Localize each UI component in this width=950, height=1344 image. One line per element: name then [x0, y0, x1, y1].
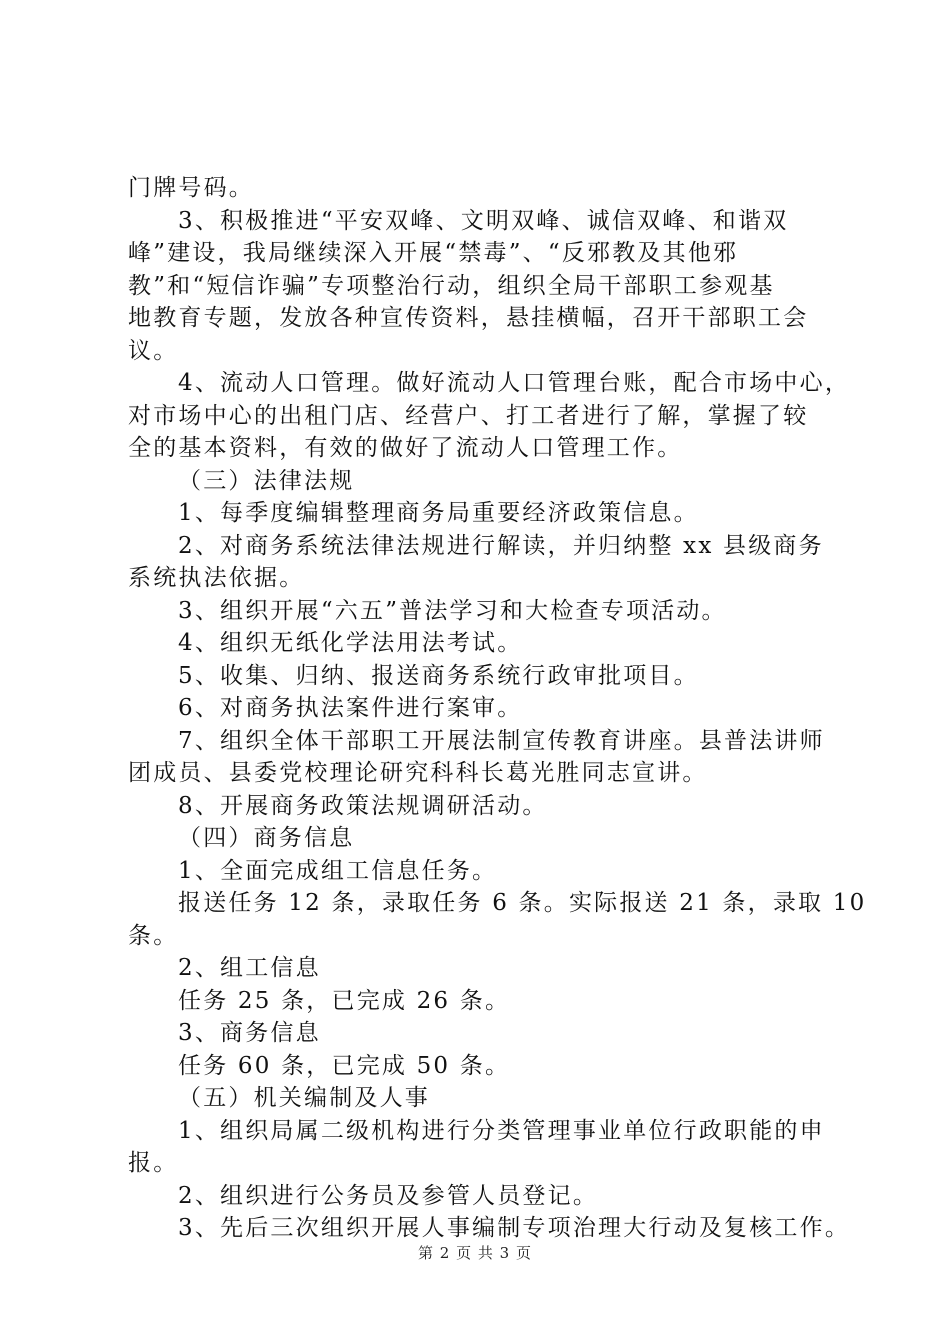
text-line: 5、收集、归纳、报送商务系统行政审批项目。: [178, 662, 699, 689]
text-line: 报送任务 12 条，录取任务 6 条。实际报送 21 条，录取 10: [178, 890, 867, 916]
text-line: 团成员、县委党校理论研究科科长葛光胜同志宣讲。: [128, 760, 708, 786]
page-number-footer: 第 2 页 共 3 页: [418, 1244, 532, 1262]
text-line: 峰”建设，我局继续深入开展“禁毒”、“反邪教及其他邪: [128, 240, 739, 266]
text-line: 1、全面完成组工信息任务。: [178, 857, 498, 884]
text-line: 地教育专题，发放各种宣传资料，悬挂横幅，召开干部职工会: [128, 305, 809, 331]
text-line: 2、组工信息: [178, 955, 321, 981]
text-line: 议。: [128, 337, 179, 364]
text-line: 4、流动人口管理。做好流动人口管理台账，配合市场中心，: [178, 370, 851, 396]
text-line: 门牌号码。: [128, 175, 254, 201]
text-line: 3、先后三次组织开展人事编制专项治理大行动及复核工作。: [178, 1215, 851, 1241]
text-line: 全的基本资料，有效的做好了流动人口管理工作。: [128, 435, 683, 461]
text-line: （四）商务信息: [178, 825, 355, 851]
text-line: 对市场中心的出租门店、经营户、打工者进行了解，掌握了较: [128, 402, 809, 429]
text-line: 6、对商务执法案件进行案审。: [178, 695, 523, 721]
text-line: （三）法律法规: [178, 467, 355, 494]
document-body: [128, 172, 867, 1245]
text-line: 4、组织无纸化学法用法考试。: [178, 630, 523, 656]
text-line: （五）机关编制及人事: [178, 1085, 430, 1111]
text-line: 2、组织进行公务员及参管人员登记。: [178, 1182, 599, 1209]
text-line: 教”和“短信诈骗”专项整治行动，组织全局干部职工参观基: [128, 272, 775, 299]
text-line: 任务 25 条，已完成 26 条。: [178, 987, 511, 1014]
text-line: 1、每季度编辑整理商务局重要经济政策信息。: [178, 500, 699, 526]
text-line: 7、组织全体干部职工开展法制宣传教育讲座。县普法讲师: [178, 727, 825, 754]
text-line: 3、商务信息: [178, 1020, 321, 1046]
text-line: 8、开展商务政策法规调研活动。: [178, 792, 548, 819]
text-line: 任务 60 条，已完成 50 条。: [178, 1052, 511, 1079]
text-line: 2、对商务系统法律法规进行解读，并归纳整 xx 县级商务: [178, 532, 824, 559]
text-line: 3、组织开展“六五”普法学习和大检查专项活动。: [178, 597, 727, 624]
text-line: 报。: [128, 1150, 179, 1176]
text-line: 系统执法依据。: [128, 565, 305, 591]
text-line: 1、组织局属二级机构进行分类管理事业单位行政职能的申: [178, 1117, 825, 1144]
text-line: 条。: [128, 922, 179, 949]
text-line: 3、积极推进“平安双峰、文明双峰、诚信双峰、和谐双: [178, 207, 789, 234]
